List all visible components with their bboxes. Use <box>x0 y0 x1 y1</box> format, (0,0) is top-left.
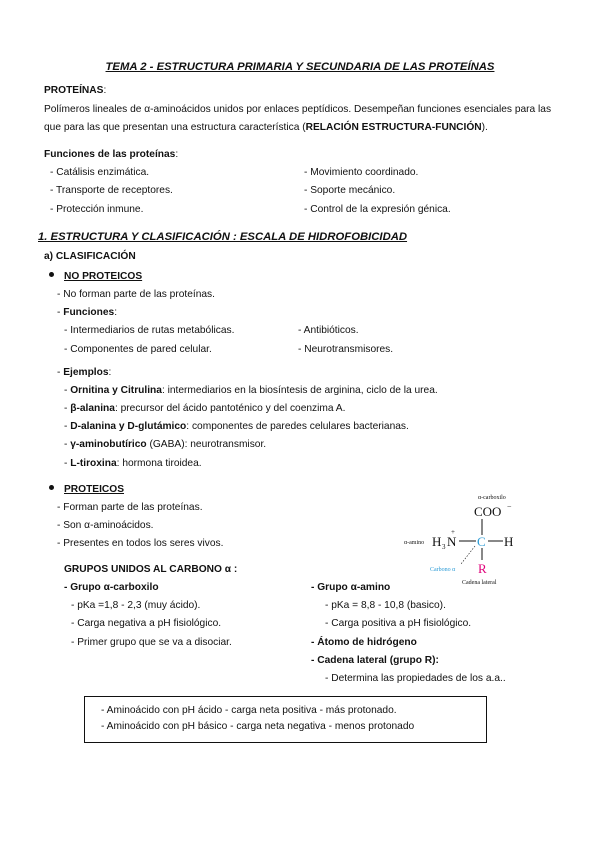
proteicos-heading-line <box>49 483 124 496</box>
hydrogen-atom: H <box>504 534 514 549</box>
section-1-heading: 1. ESTRUCTURA Y CLASIFICACIÓN : ESCALA DE HIDROFOBICIDAD <box>38 231 408 243</box>
ejemplo-text: : intermediarios en la biosíntesis de arginina, ciclo de la urea. <box>161 385 438 396</box>
proteinas-colon: : <box>103 85 107 96</box>
page-title: TEMA 2 - ESTRUCTURA PRIMARIA Y SECUNDARIA DE LAS PROTEÍNAS <box>105 61 495 73</box>
ejemplo-text: : hormona tiroidea. <box>116 458 202 469</box>
h3n-n: N <box>447 534 457 549</box>
cadena-lateral-label: Cadena lateral <box>462 580 497 586</box>
proteinas-definition-line-1: Polímeros lineales de α-aminoácidos unidos por enlaces peptídicos. Desempeñan funciones esenciales para las <box>44 104 552 115</box>
cadena-lateral-heading: - Cadena lateral (grupo R): <box>311 655 439 666</box>
funcion-item: - Transporte de receptores. <box>50 185 173 196</box>
proteinas-definition-line-2 <box>44 121 488 134</box>
carboxilo-item: - Primer grupo que se va a disociar. <box>71 637 232 648</box>
ejemplo-name: D-alanina y D-glutámico <box>70 421 187 432</box>
funcion-item: - Catálisis enzimática. <box>50 167 150 178</box>
ejemplo-name: γ-aminobutírico <box>70 439 147 450</box>
funciones-heading-line <box>44 148 178 161</box>
alpha-carboxilo-label: α-carboxilo <box>478 495 506 501</box>
no-proteicos-funcion-item: - Neurotransmisores. <box>298 344 394 355</box>
amino-acid-structure-diagram <box>396 490 526 586</box>
proteinas-line2-pre: que para las que presentan una estructura característica ( <box>44 122 306 133</box>
n-charge: + <box>451 528 455 536</box>
funcion-item: - Protección inmune. <box>50 204 144 215</box>
bullet-icon <box>49 485 54 490</box>
proteinas-heading: PROTEÍNAS <box>44 85 104 96</box>
coo-group: COO <box>474 504 502 519</box>
coo-charge: − <box>507 502 512 511</box>
relacion-estructura-funcion: RELACIÓN ESTRUCTURA-FUNCIÓN <box>305 122 482 133</box>
carboxilo-item: - pKa =1,8 - 2,3 (muy ácido). <box>71 600 201 611</box>
ejemplo-text: (GABA): neurotransmisor. <box>146 439 267 450</box>
funciones-label: Funciones <box>63 307 115 318</box>
proteinas-heading-line <box>44 84 106 97</box>
alpha-amino-label: α-amino <box>404 540 425 546</box>
ejemplo-item: - β-alanina: precursor del ácido pantoténico y del coenzima A. <box>64 403 346 414</box>
ejemplo-name: β-alanina <box>70 403 115 414</box>
cadena-lateral-item: - Determina las propiedades de los a.a.. <box>325 673 506 684</box>
no-proteicos-heading-line <box>49 270 142 283</box>
funcion-item: - Soporte mecánico. <box>304 185 396 196</box>
ejemplos-heading <box>57 366 111 379</box>
no-proteicos-funciones-heading <box>57 306 117 319</box>
proteinas-line2-post: ). <box>481 122 488 133</box>
ejemplo-text: : precursor del ácido pantoténico y del coenzima A. <box>114 403 346 414</box>
ph-note-line: - Aminoácido con pH básico - carga neta negativa - menos protonado <box>101 721 415 732</box>
no-proteicos-funcion-item: - Intermediarios de rutas metabólicas. <box>64 325 235 336</box>
carboxilo-item: - Carga negativa a pH fisiológico. <box>71 618 222 629</box>
no-proteicos-funcion-item: - Componentes de pared celular. <box>64 344 212 355</box>
ejemplo-item: - Ornitina y Citrulina: intermediarios en la biosíntesis de arginina, ciclo de la urea. <box>64 385 438 396</box>
amino-item: - Carga positiva a pH fisiológico. <box>325 618 472 629</box>
funcion-item: - Control de la expresión génica. <box>304 204 451 215</box>
grupo-amino-heading: - Grupo α-amino <box>311 582 391 593</box>
amino-item: - pKa = 8,8 - 10,8 (basico). <box>325 600 446 611</box>
colon: : <box>108 367 112 378</box>
ejemplo-item: - D-alanina y D-glutámico: componentes de paredes celulares bacterianas. <box>64 421 409 432</box>
carbono-alpha-label: Carbono α <box>430 567 456 573</box>
proteicos-line: - Son α-aminoácidos. <box>57 520 154 531</box>
funciones-heading: Funciones de las proteínas <box>44 149 176 160</box>
dash: - <box>57 367 64 378</box>
grupo-carboxilo-heading: - Grupo α-carboxilo <box>64 582 159 593</box>
grupos-heading: GRUPOS UNIDOS AL CARBONO α : <box>64 564 238 575</box>
ejemplo-name: L-tiroxina <box>70 458 117 469</box>
atomo-hidrogeno-heading: - Átomo de hidrógeno <box>311 637 417 648</box>
ph-note-box <box>84 696 487 743</box>
ejemplo-item: - γ-aminobutírico (GABA): neurotransmisor. <box>64 439 267 450</box>
no-proteicos-heading: NO PROTEICOS <box>64 271 143 282</box>
ejemplos-label: Ejemplos <box>63 367 109 378</box>
alpha-carbon: C <box>477 534 486 549</box>
subsection-a-heading: a) CLASIFICACIÓN <box>44 251 136 262</box>
funcion-item: - Movimiento coordinado. <box>304 167 419 178</box>
colon: : <box>114 307 118 318</box>
ejemplo-item: - L-tiroxina: hormona tiroidea. <box>64 458 202 469</box>
bullet-icon <box>49 272 54 277</box>
proteicos-heading: PROTEICOS <box>64 484 125 495</box>
h3n-subscript: 3 <box>442 543 446 551</box>
no-proteicos-line: - No forman parte de las proteínas. <box>57 289 215 300</box>
proteicos-line: - Presentes en todos los seres vivos. <box>57 538 224 549</box>
dash: - <box>57 307 64 318</box>
r-group: R <box>478 561 487 576</box>
funciones-colon: : <box>175 149 179 160</box>
ejemplo-name: Ornitina y Citrulina <box>70 385 162 396</box>
proteicos-line: - Forman parte de las proteínas. <box>57 502 203 513</box>
ph-note-line: - Aminoácido con pH ácido - carga neta positiva - más protonado. <box>101 705 397 716</box>
h3n-h: H <box>432 534 442 549</box>
no-proteicos-funcion-item: - Antibióticos. <box>298 325 359 336</box>
ejemplo-text: : componentes de paredes celulares bacterianas. <box>186 421 409 432</box>
carbono-pointer <box>461 546 475 564</box>
